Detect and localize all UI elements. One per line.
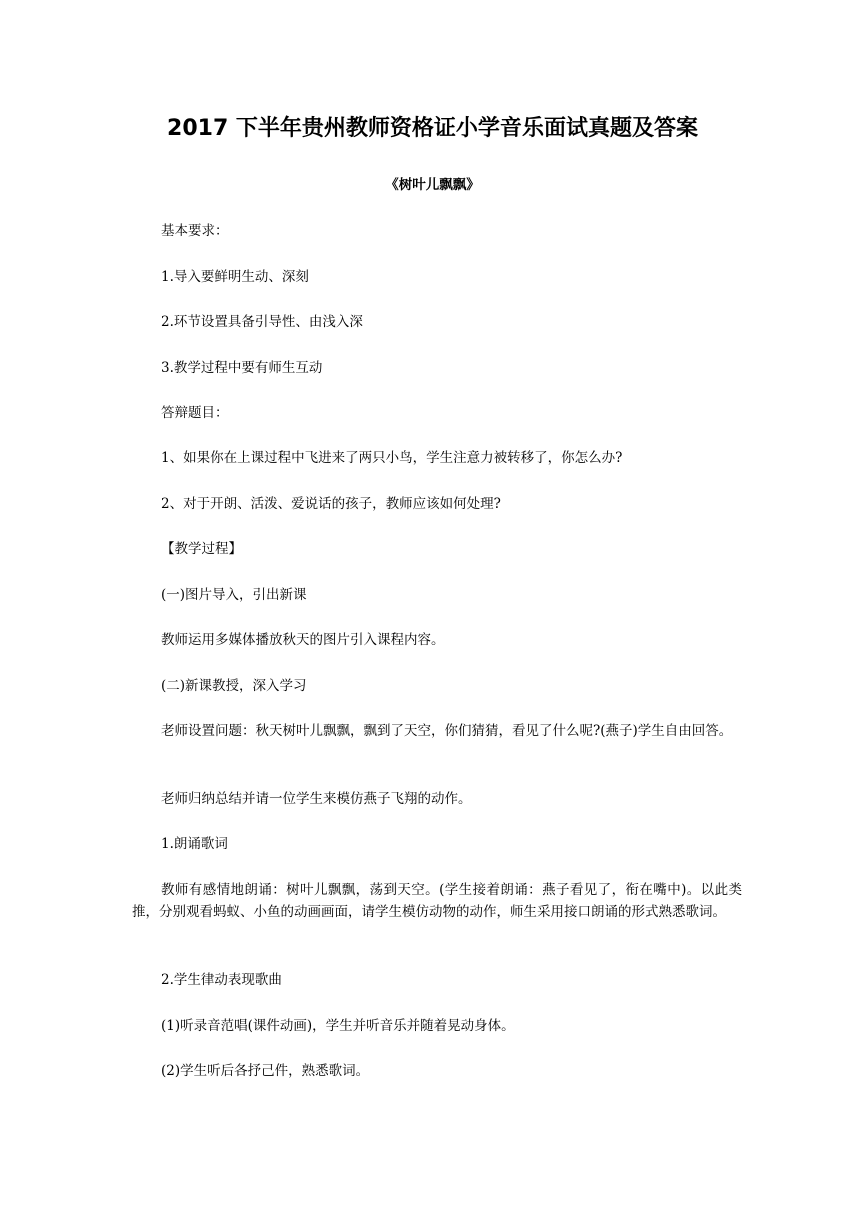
paragraph-step-2-item-2: (2)学生听后各抒己件，熟悉歌词。 bbox=[161, 1063, 370, 1079]
paragraph-section-2-question: 老师设置问题：秋天树叶儿飘飘，飘到了天空，你们猜猜，看见了什么呢?(燕子)学生自由回答。 bbox=[161, 723, 733, 739]
paragraph-step-2-item-1: (1)听录音范唱(课件动画)，学生并听音乐并随着晃动身体。 bbox=[161, 1018, 515, 1034]
paragraph-requirement-3: 3.教学过程中要有师生互动 bbox=[161, 360, 323, 376]
paragraph-question-2: 2、对于开朗、活泼、爱说话的孩子，教师应该如何处理? bbox=[161, 496, 501, 512]
paragraph-section-1: (一)图片导入，引出新课 bbox=[161, 587, 307, 603]
paragraph-requirement-2: 2.环节设置具备引导性、由浅入深 bbox=[161, 314, 363, 330]
paragraph-step-1: 1.朗诵歌词 bbox=[161, 836, 228, 852]
document-title: 2017 下半年贵州教师资格证小学音乐面试真题及答案 bbox=[167, 116, 698, 141]
paragraph-question-1: 1、如果你在上课过程中飞进来了两只小鸟，学生注意力被转移了，你怎么办? bbox=[161, 450, 623, 466]
paragraph-requirement-1: 1.导入要鲜明生动、深刻 bbox=[161, 269, 309, 285]
paragraph-teaching-process: 【教学过程】 bbox=[161, 541, 242, 557]
paragraph-section-1-body: 教师运用多媒体播放秋天的图片引入课程内容。 bbox=[161, 632, 445, 648]
paragraph-section-2: (二)新课教授，深入学习 bbox=[161, 678, 307, 694]
paragraph-step-2: 2.学生律动表现歌曲 bbox=[161, 972, 282, 988]
paragraph-step-1-body: 教师有感情地朗诵：树叶儿飘飘，荡到天空。(学生接着朗诵：燕子看见了，衔在嘴中)。以此类推，分别观看蚂蚁、小鱼的动画画面，请学生模仿动物的动作，师生采用接口朗诵的形式熟悉歌词。 bbox=[132, 882, 742, 920]
paragraph-basic-requirements: 基本要求： bbox=[161, 223, 229, 239]
document-subtitle: 《树叶儿飘飘》 bbox=[385, 177, 480, 193]
paragraph-section-2-summary: 老师归纳总结并请一位学生来模仿燕子飞翔的动作。 bbox=[161, 791, 472, 807]
paragraph-defense-questions: 答辩题目： bbox=[161, 405, 229, 421]
